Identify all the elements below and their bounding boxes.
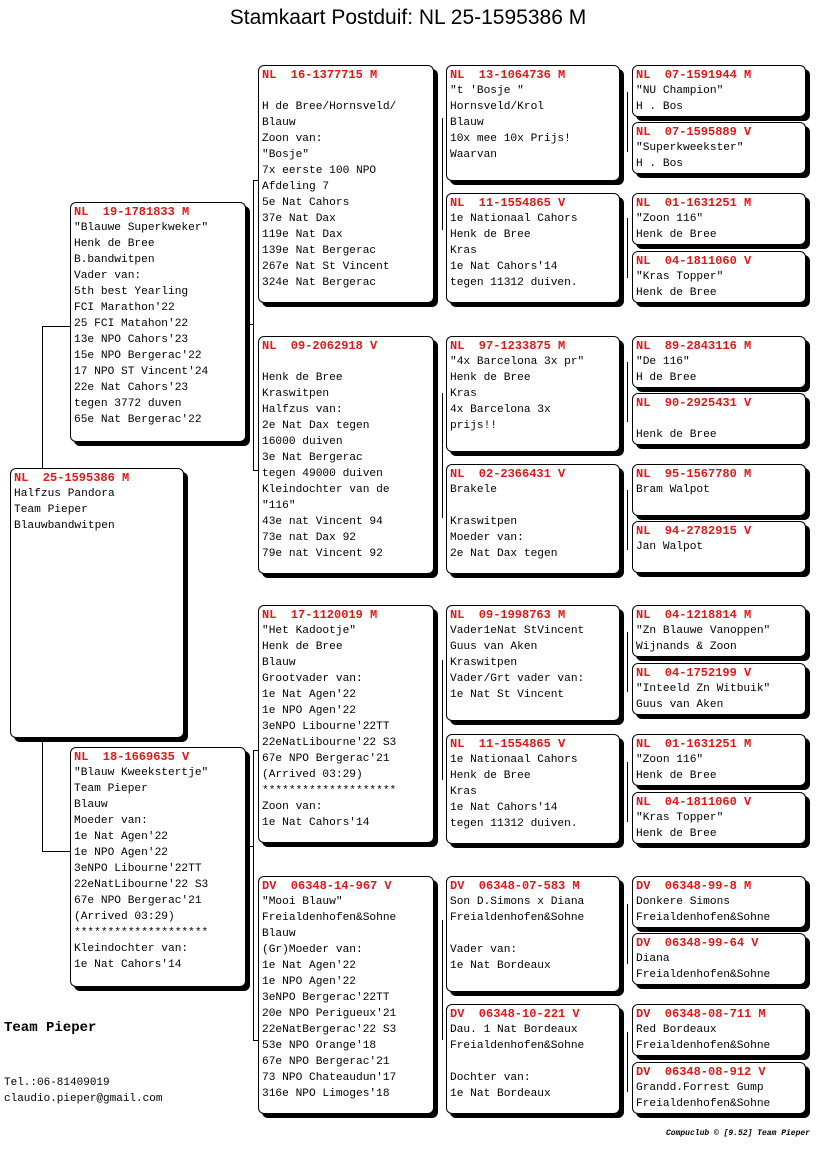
- pigeon-info-line: Henk de Bree: [450, 372, 531, 384]
- ancestor-card[interactable]: [632, 1004, 806, 1056]
- pigeon-info-line: 1e Nationaal Cahors: [450, 754, 578, 766]
- ancestor-card[interactable]: [632, 876, 806, 928]
- ring-number: NL 02-2366431 V: [450, 467, 566, 481]
- great-grandparent-card[interactable]: [446, 193, 620, 303]
- pigeon-info-line: "Zn Blauwe Vanoppen": [636, 625, 771, 637]
- pigeon-info-line: Henk de Bree: [262, 372, 343, 384]
- pigeon-info-line: 2e Nat Dax tegen: [262, 420, 370, 432]
- ancestor-card[interactable]: [632, 1062, 806, 1114]
- pigeon-info-line: ********************: [262, 785, 397, 797]
- owner-phone: Tel.:06-81409019: [4, 1077, 110, 1089]
- pigeon-info-line: 22e Nat Cahors'23: [74, 382, 189, 394]
- pigeon-info-line: Team Pieper: [74, 783, 148, 795]
- ring-number: NL 25-1595386 M: [14, 471, 130, 485]
- pigeon-info-line: 267e Nat St Vincent: [262, 261, 390, 273]
- ancestor-card[interactable]: [632, 792, 806, 844]
- great-grandparent-card[interactable]: [446, 336, 620, 452]
- pigeon-info-line: [450, 498, 616, 514]
- pigeon-info-line: Henk de Bree: [450, 229, 531, 241]
- pigeon-info-line: "Zoon 116": [636, 754, 704, 766]
- pigeon-info-line: Blauw: [262, 928, 296, 940]
- pigeon-info-line: 1e Nat Bordeaux: [450, 1088, 551, 1100]
- pigeon-info-line: Zoon van:: [262, 801, 323, 813]
- pigeon-info-line: 13e NPO Cahors'23: [74, 334, 189, 346]
- ring-number: NL 04-1752199 V: [636, 666, 752, 680]
- great-grandparent-card[interactable]: [446, 65, 620, 181]
- grandfather-paternal-card[interactable]: [258, 65, 434, 303]
- ancestor-card[interactable]: [632, 605, 806, 657]
- ring-number: NL 04-1811060 V: [636, 795, 752, 809]
- pigeon-info-line: 73 NPO Chateaudun'17: [262, 1072, 397, 1084]
- pigeon-info-line: 53e NPO Orange'18: [262, 1040, 377, 1052]
- ring-number: DV 06348-10-221 V: [450, 1007, 580, 1021]
- pigeon-info-line: 324e Nat Bergerac: [262, 277, 377, 289]
- great-grandparent-card[interactable]: [446, 464, 620, 574]
- pigeon-info-line: "Inteeld Zn Witbuik": [636, 683, 771, 695]
- pigeon-info-line: "Mooi Blauw": [262, 896, 343, 908]
- pigeon-info-line: Dochter van:: [450, 1072, 531, 1084]
- pigeon-info-line: Vader van:: [450, 944, 518, 956]
- pigeon-info-line: "116": [262, 500, 296, 512]
- pigeon-info-line: 1e Nat Cahors'14: [262, 817, 370, 829]
- ring-number: NL 17-1120019 M: [262, 608, 378, 622]
- ancestor-card[interactable]: [632, 663, 806, 715]
- pigeon-info-line: 20e NPO Perigueux'21: [262, 1008, 397, 1020]
- pigeon-info-line: Son D.Simons x Diana: [450, 896, 585, 908]
- ancestor-card[interactable]: [632, 464, 806, 516]
- ring-number: NL 01-1631251 M: [636, 737, 752, 751]
- pigeon-info-line: Zoon van:: [262, 133, 323, 145]
- pigeon-info-line: 1e Nat Cahors'14: [450, 802, 558, 814]
- pigeon-info-line: tegen 49000 duiven: [262, 468, 383, 480]
- owner-team-name: Team Pieper: [4, 1020, 97, 1036]
- pigeon-info-line: 139e Nat Bergerac: [262, 245, 377, 257]
- pigeon-info-line: 1e NPO Agen'22: [262, 976, 356, 988]
- pigeon-info-line: H de Bree: [636, 372, 697, 384]
- great-grandparent-card[interactable]: [446, 876, 620, 992]
- pigeon-info-line: 1e Nat Agen'22: [262, 689, 356, 701]
- pigeon-info-line: [450, 926, 616, 942]
- pigeon-info-line: 15e NPO Bergerac'22: [74, 350, 202, 362]
- pigeon-info-line: 43e nat Vincent 94: [262, 516, 383, 528]
- grandfather-maternal-card[interactable]: [258, 605, 434, 843]
- pigeon-info-line: Freialdenhofen&Sohne: [636, 912, 771, 924]
- pigeon-info-line: Wijnands & Zoon: [636, 641, 737, 653]
- pigeon-info-line: FCI Marathon'22: [74, 302, 175, 314]
- pigeon-info-line: Kleindochter van de: [262, 484, 390, 496]
- pigeon-info-line: 65e Nat Bergerac'22: [74, 414, 202, 426]
- pigeon-info-line: Blauw: [262, 117, 296, 129]
- ancestor-card[interactable]: [632, 336, 806, 388]
- pigeon-info-line: 1e Nat Cahors'14: [450, 261, 558, 273]
- pigeon-info-line: Afdeling 7: [262, 181, 330, 193]
- pigeon-info-line: Vader/Grt vader van:: [450, 673, 585, 685]
- ring-number: NL 94-2782915 V: [636, 524, 752, 538]
- pigeon-info-line: 22eNatLibourne'22 S3: [74, 879, 209, 891]
- footer-credit: Compuclub © [9.52] Team Pieper: [665, 1129, 810, 1138]
- pigeon-info-line: Bram Walpot: [636, 484, 710, 496]
- ring-number: NL 04-1218814 M: [636, 608, 752, 622]
- pigeon-info-line: Waarvan: [450, 149, 497, 161]
- pigeon-info-line: Henk de Bree: [636, 287, 717, 299]
- pigeon-info-line: "Kras Topper": [636, 812, 724, 824]
- pigeon-info-line: Kraswitpen: [450, 657, 518, 669]
- ancestor-card[interactable]: [632, 251, 806, 303]
- ancestor-card[interactable]: [632, 734, 806, 786]
- pigeon-info-line: Grandd.Forrest Gump: [636, 1082, 764, 1094]
- pigeon-info-line: "Kras Topper": [636, 271, 724, 283]
- ring-number: DV 06348-07-583 M: [450, 879, 580, 893]
- pigeon-info-line: Kraswitpen: [262, 388, 330, 400]
- ring-number: NL 95-1567780 M: [636, 467, 752, 481]
- page-title: Stamkaart Postduif: NL 25-1595386 M: [229, 6, 587, 29]
- pigeon-info-line: Freialdenhofen&Sohne: [450, 912, 585, 924]
- pigeon-info-line: "Superkweekster": [636, 142, 744, 154]
- pigeon-info-line: 1e Nat Bordeaux: [450, 960, 551, 972]
- ancestor-card[interactable]: [632, 933, 806, 985]
- pigeon-info-line: Grootvader van:: [262, 673, 363, 685]
- pigeon-info-line: prijs!!: [450, 420, 497, 432]
- ring-number: NL 19-1781833 M: [74, 205, 190, 219]
- grandmother-paternal-card[interactable]: [258, 336, 434, 574]
- pigeon-info-line: Blauw: [74, 799, 108, 811]
- pigeon-info-line: Blauw: [262, 657, 296, 669]
- pigeon-info-line: 22eNatLibourne'22 S3: [262, 737, 397, 749]
- pigeon-info-line: 37e Nat Dax: [262, 213, 336, 225]
- pigeon-info-line: (Gr)Moeder van:: [262, 944, 363, 956]
- ring-number: DV 06348-99-8 M: [636, 879, 752, 893]
- pigeon-info-line: Henk de Bree: [262, 641, 343, 653]
- ring-number: NL 16-1377715 M: [262, 68, 378, 82]
- pigeon-info-line: H de Bree/Hornsveld/: [262, 101, 397, 113]
- pigeon-info-line: Kras: [450, 786, 477, 798]
- great-grandparent-card[interactable]: [446, 734, 620, 844]
- ring-number: NL 18-1669635 V: [74, 750, 190, 764]
- pigeon-info-line: "De 116": [636, 356, 690, 368]
- pigeon-info-line: 5th best Yearling: [74, 286, 189, 298]
- pigeon-info-line: Kraswitpen: [450, 516, 518, 528]
- pigeon-info-line: "4x Barcelona 3x pr": [450, 356, 585, 368]
- pigeon-info-line: Blauw: [450, 117, 484, 129]
- pigeon-info-line: 4x Barcelona 3x: [450, 404, 551, 416]
- ancestor-card[interactable]: [632, 393, 806, 445]
- father-pigeon-card[interactable]: [70, 202, 246, 442]
- pigeon-info-line: tegen 3772 duven: [74, 398, 182, 410]
- pigeon-info-line: Freialdenhofen&Sohne: [262, 912, 397, 924]
- ring-number: NL 04-1811060 V: [636, 254, 752, 268]
- pigeon-info-line: Blauwbandwitpen: [14, 520, 115, 532]
- pigeon-info-line: "NU Champion": [636, 85, 724, 97]
- owner-contact: [4, 1075, 162, 1107]
- pigeon-info-line: (Arrived 03:29): [262, 769, 363, 781]
- pigeon-info-line: Jan Walpot: [636, 541, 704, 553]
- subject-pigeon-card[interactable]: [10, 468, 184, 738]
- pigeon-info-line: Freialdenhofen&Sohne: [636, 1040, 771, 1052]
- pigeon-info-line: 2e Nat Dax tegen: [450, 548, 558, 560]
- pigeon-info-line: [450, 1054, 616, 1070]
- pigeon-info-line: 1e Nat Agen'22: [262, 960, 356, 972]
- pigeon-info-line: B.bandwitpen: [74, 254, 155, 266]
- pigeon-info-line: 16000 duiven: [262, 436, 343, 448]
- pigeon-info-line: Guus van Aken: [450, 641, 538, 653]
- ring-number: DV 06348-14-967 V: [262, 879, 392, 893]
- pigeon-info-line: Henk de Bree: [450, 770, 531, 782]
- pigeon-info-line: "Bosje": [262, 149, 309, 161]
- pigeon-info-line: 1e Nationaal Cahors: [450, 213, 578, 225]
- pigeon-info-line: Donkere Simons: [636, 896, 730, 908]
- pigeon-info-line: "Zoon 116": [636, 213, 704, 225]
- pigeon-info-line: Kras: [450, 388, 477, 400]
- pigeon-info-line: 3eNPO Libourne'22TT: [262, 721, 390, 733]
- pigeon-info-line: Guus van Aken: [636, 699, 724, 711]
- pigeon-info-line: "Blauwe Superkweker": [74, 222, 209, 234]
- ring-number: NL 01-1631251 M: [636, 196, 752, 210]
- ring-number: DV 06348-08-711 M: [636, 1007, 766, 1021]
- pigeon-info-line: Moeder van:: [74, 815, 148, 827]
- pigeon-info-line: 3eNPO Libourne'22TT: [74, 863, 202, 875]
- pigeon-info-line: H . Bos: [636, 158, 683, 170]
- pigeon-info-line: Freialdenhofen&Sohne: [636, 969, 771, 981]
- pigeon-info-line: [262, 354, 430, 370]
- pigeon-info-line: "Blauw Kweekstertje": [74, 767, 209, 779]
- pigeon-info-line: Team Pieper: [14, 504, 88, 516]
- pigeon-info-line: Henk de Bree: [74, 238, 155, 250]
- pigeon-info-line: 1e NPO Agen'22: [74, 847, 168, 859]
- pigeon-info-line: 119e Nat Dax: [262, 229, 343, 241]
- pigeon-info-line: tegen 11312 duiven.: [450, 818, 578, 830]
- ancestor-card[interactable]: [632, 65, 806, 117]
- pigeon-info-line: Vader van:: [74, 270, 142, 282]
- pigeon-info-line: 79e nat Vincent 92: [262, 548, 383, 560]
- ring-number: NL 11-1554865 V: [450, 196, 566, 210]
- ring-number: NL 97-1233875 M: [450, 339, 566, 353]
- pigeon-info-line: 316e NPO Limoges'18: [262, 1088, 390, 1100]
- great-grandparent-card[interactable]: [446, 1004, 620, 1114]
- pigeon-info-line: Moeder van:: [450, 532, 524, 544]
- pigeon-info-line: 67e NPO Bergerac'21: [262, 753, 390, 765]
- ring-number: DV 06348-08-912 V: [636, 1065, 766, 1079]
- pigeon-info-line: Henk de Bree: [636, 429, 717, 441]
- pigeon-info-line: Halfzus Pandora: [14, 488, 115, 500]
- ring-number: NL 09-1998763 M: [450, 608, 566, 622]
- mother-pigeon-card[interactable]: [70, 747, 246, 987]
- ring-number: NL 11-1554865 V: [450, 737, 566, 751]
- ring-number: NL 07-1591944 M: [636, 68, 752, 82]
- pigeon-info-line: ********************: [74, 927, 209, 939]
- pigeon-info-line: tegen 11312 duiven.: [450, 277, 578, 289]
- pigeon-info-line: Hornsveld/Krol: [450, 101, 544, 113]
- pigeon-info-line: "Het Kadootje": [262, 625, 356, 637]
- pigeon-info-line: 10x mee 10x Prijs!: [450, 133, 571, 145]
- pigeon-info-line: Henk de Bree: [636, 828, 717, 840]
- pigeon-info-line: Kleindochter van:: [74, 943, 189, 955]
- ring-number: NL 09-2062918 V: [262, 339, 378, 353]
- pigeon-info-line: 1e Nat St Vincent: [450, 689, 565, 701]
- pigeon-info-line: Vader1eNat StVincent: [450, 625, 585, 637]
- ancestor-card[interactable]: [632, 521, 806, 573]
- ring-number: NL 13-1064736 M: [450, 68, 566, 82]
- pigeon-info-line: 1e Nat Cahors'14: [74, 959, 182, 971]
- pigeon-info-line: Halfzus van:: [262, 404, 343, 416]
- pigeon-info-line: 1e NPO Agen'22: [262, 705, 356, 717]
- pigeon-info-line: Diana: [636, 953, 670, 965]
- pigeon-info-line: (Arrived 03:29): [74, 911, 175, 923]
- pigeon-info-line: Henk de Bree: [636, 770, 717, 782]
- pigeon-info-line: Henk de Bree: [636, 229, 717, 241]
- pigeon-info-line: 67e NPO Bergerac'21: [262, 1056, 390, 1068]
- pigeon-info-line: [262, 83, 430, 99]
- pigeon-info-line: Red Bordeaux: [636, 1024, 717, 1036]
- owner-email[interactable]: claudio.pieper@gmail.com: [4, 1093, 163, 1105]
- pigeon-info-line: "t 'Bosje ": [450, 85, 524, 97]
- pigeon-info-line: Kras: [450, 245, 477, 257]
- pigeon-info-line: [636, 411, 802, 427]
- pigeon-info-line: 3eNPO Bergerac'22TT: [262, 992, 390, 1004]
- pigeon-info-line: Freialdenhofen&Sohne: [636, 1098, 771, 1110]
- pigeon-info-line: 17 NPO ST Vincent'24: [74, 366, 209, 378]
- pigeon-info-line: 67e NPO Bergerac'21: [74, 895, 202, 907]
- ring-number: NL 07-1595889 V: [636, 125, 752, 139]
- pigeon-info-line: 73e nat Dax 92: [262, 532, 356, 544]
- ring-number: NL 90-2925431 V: [636, 396, 752, 410]
- pigeon-info-line: 7x eerste 100 NPO: [262, 165, 377, 177]
- pigeon-info-line: 3e Nat Bergerac: [262, 452, 363, 464]
- ancestor-card[interactable]: [632, 122, 806, 174]
- pigeon-info-line: 22eNatBergerac'22 S3: [262, 1024, 397, 1036]
- pigeon-info-line: Freialdenhofen&Sohne: [450, 1040, 585, 1052]
- ring-number: NL 89-2843116 M: [636, 339, 752, 353]
- pigeon-info-line: Dau. 1 Nat Bordeaux: [450, 1024, 578, 1036]
- ring-number: DV 06348-99-64 V: [636, 936, 759, 950]
- pigeon-info-line: 1e Nat Agen'22: [74, 831, 168, 843]
- pigeon-info-line: Brakele: [450, 484, 497, 496]
- pigeon-info-line: 5e Nat Cahors: [262, 197, 350, 209]
- great-grandparent-card[interactable]: [446, 605, 620, 721]
- pigeon-info-line: 25 FCI Matahon'22: [74, 318, 189, 330]
- ancestor-card[interactable]: [632, 193, 806, 245]
- grandmother-maternal-card[interactable]: [258, 876, 434, 1114]
- pigeon-info-line: H . Bos: [636, 101, 683, 113]
